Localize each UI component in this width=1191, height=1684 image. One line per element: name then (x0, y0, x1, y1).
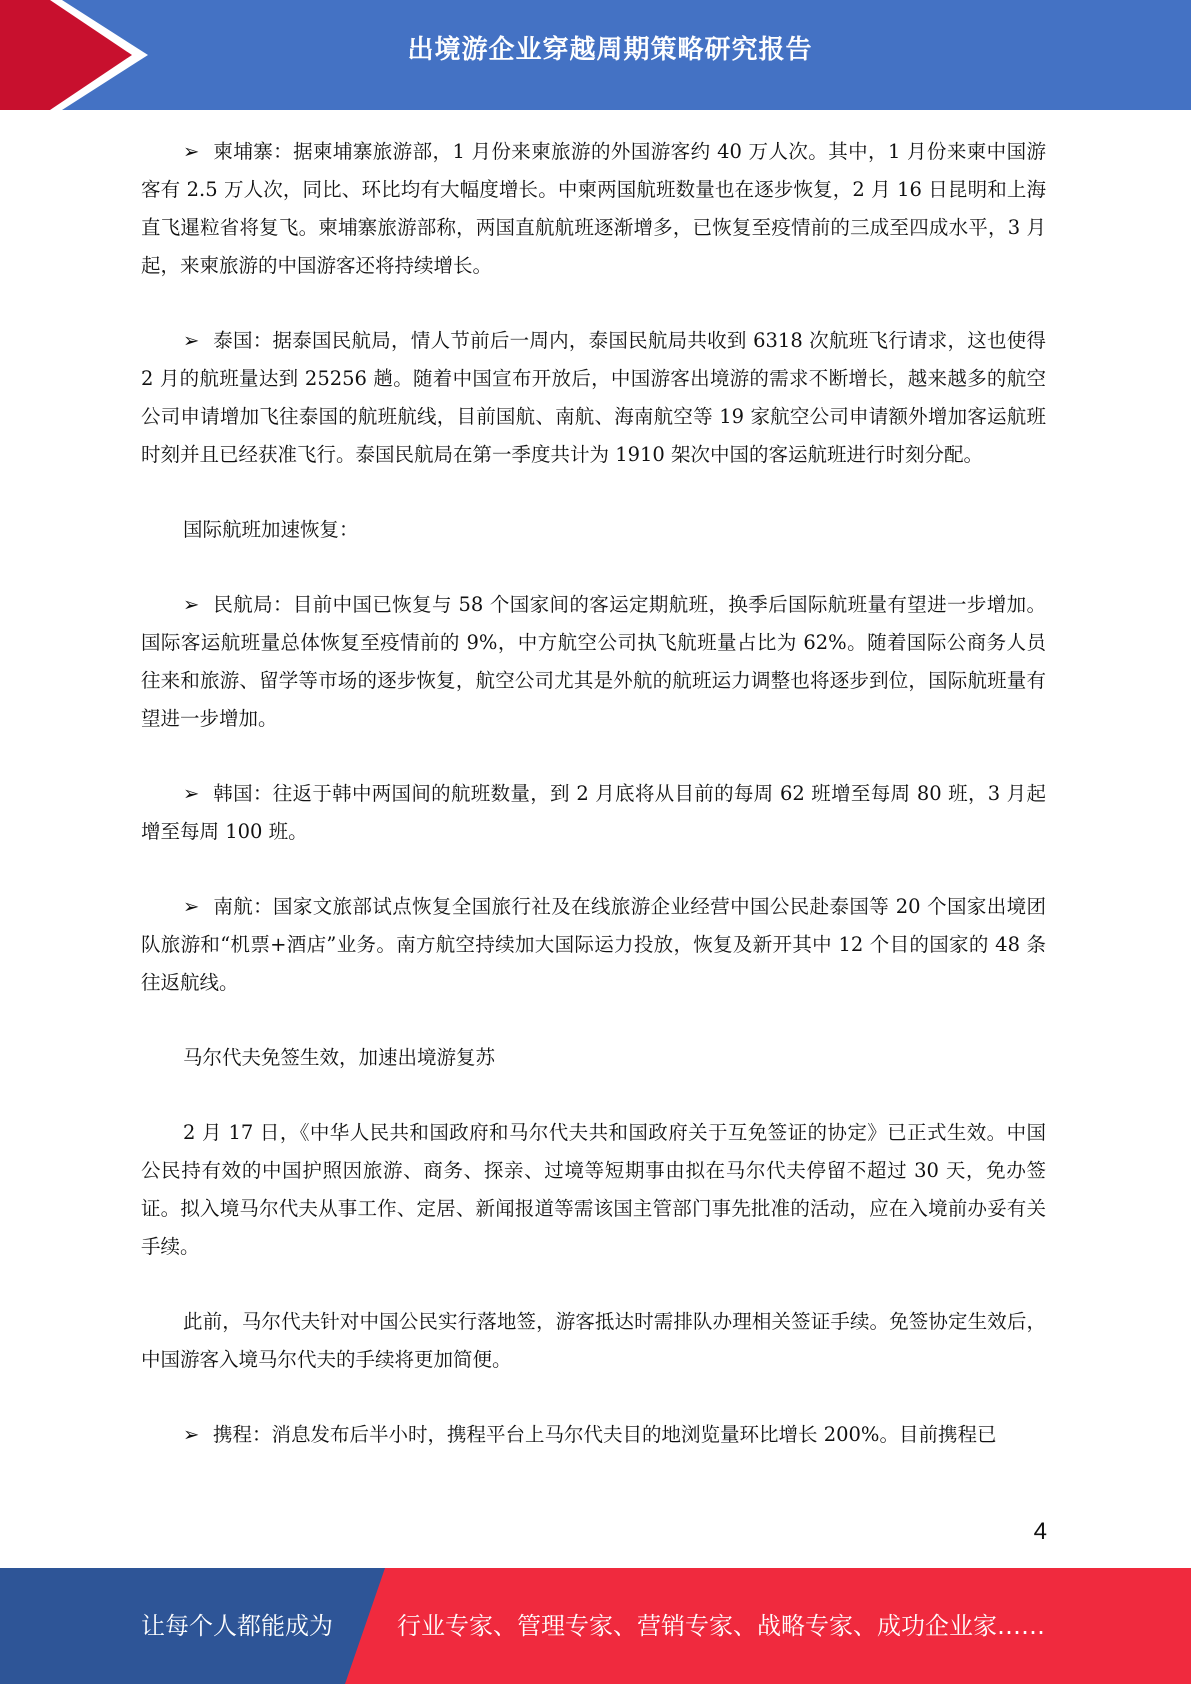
footer-slogan-left: 让每个人都能成为 (141, 1612, 333, 1640)
paragraph-china-southern (141, 888, 1046, 1002)
section-heading-international-flights (141, 511, 1046, 549)
paragraph-thailand (141, 322, 1046, 474)
page-number: 4 (1033, 1518, 1047, 1545)
paragraph-maldives-agreement (141, 1114, 1046, 1266)
paragraph-cambodia (141, 133, 1046, 285)
paragraph-text: 韩国：往返于韩中两国间的航班数量，到 2 月底将从目前的每周 62 班增至每周 80 班，3 月起增至每周 100 班。 (141, 782, 1046, 843)
paragraph-korea (141, 775, 1046, 851)
paragraph-text: 国际航班加速恢复： (183, 518, 359, 541)
page-footer (0, 1568, 1191, 1684)
paragraph-text: 柬埔寨：据柬埔寨旅游部，1 月份来柬旅游的外国游客约 40 万人次。其中，1 月份来柬中国游客有 2.5 万人次，同比、环比均有大幅度增长。中柬两国航班数量也在逐步恢复，2 月 16 日昆明和上海直飞暹粒省将复飞。柬埔寨旅游部称，两国直航航班逐渐增多，已恢复至疫情前的三成至四成水平，3 月起，来柬旅游的中国游客还将持续增长。 (141, 140, 1046, 277)
paragraph-text: 南航：国家文旅部试点恢复全国旅行社及在线旅游企业经营中国公民赴泰国等 20 个国家出境团队旅游和“机票+酒店”业务。南方航空持续加大国际运力投放，恢复及新开其中 12 个目的国家的 48 条往返航线。 (141, 895, 1046, 994)
paragraph-text: 民航局：目前中国已恢复与 58 个国家间的客运定期航班，换季后国际航班量有望进一步增加。国际客运航班量总体恢复至疫情前的 9%，中方航空公司执飞航班量占比为 62%。随着国际公商务人员往来和旅游、留学等市场的逐步恢复，航空公司尤其是外航的航班运力调整也将逐步到位，国际航班量有望进一步增加。 (141, 593, 1046, 730)
arrow-bullet-icon: ➢ (183, 895, 200, 918)
page-header (0, 0, 1191, 110)
arrow-bullet-icon: ➢ (183, 593, 200, 616)
arrow-bullet-icon: ➢ (183, 1423, 200, 1446)
paragraph-text: 泰国：据泰国民航局，情人节前后一周内，泰国民航局共收到 6318 次航班飞行请求，这也使得 2 月的航班量达到 25256 趟。随着中国宣布开放后，中国游客出境游的需求不断增长，越来越多的航空公司申请增加飞往泰国的航班航线，目前国航、南航、海南航空等 19 家航空公司申请额外增加客运航班时刻并且已经获准飞行。泰国民航局在第一季度共计为 1910 架次中国的客运航班进行时刻分配。 (141, 329, 1046, 466)
paragraph-caac (141, 586, 1046, 738)
footer-slogan-right: 行业专家、管理专家、营销专家、战略专家、成功企业家…… (397, 1612, 1045, 1640)
paragraph-text: 2 月 17 日，《中华人民共和国政府和马尔代夫共和国政府关于互免签证的协定》已正式生效。中国公民持有效的中国护照因旅游、商务、探亲、过境等短期事由拟在马尔代夫停留不超过 30 天，免办签证。拟入境马尔代夫从事工作、定居、新闻报道等需该国主管部门事先批准的活动，应在入境前办妥有关手续。 (141, 1121, 1046, 1258)
arrow-bullet-icon: ➢ (183, 329, 200, 352)
document-body (141, 133, 1046, 1454)
arrow-bullet-icon: ➢ (183, 782, 200, 805)
arrow-bullet-icon: ➢ (183, 140, 200, 163)
paragraph-text: 此前，马尔代夫针对中国公民实行落地签，游客抵达时需排队办理相关签证手续。免签协定生效后，中国游客入境马尔代夫的手续将更加简便。 (141, 1310, 1046, 1371)
paragraph-text: 携程：消息发布后半小时，携程平台上马尔代夫目的地浏览量环比增长 200%。目前携程已 (213, 1423, 997, 1446)
report-title: 出境游企业穿越周期策略研究报告 (407, 35, 813, 65)
paragraph-text: 马尔代夫免签生效，加速出境游复苏 (183, 1046, 496, 1069)
paragraph-ctrip (141, 1416, 1046, 1454)
section-heading-maldives (141, 1039, 1046, 1077)
paragraph-maldives-before (141, 1303, 1046, 1379)
